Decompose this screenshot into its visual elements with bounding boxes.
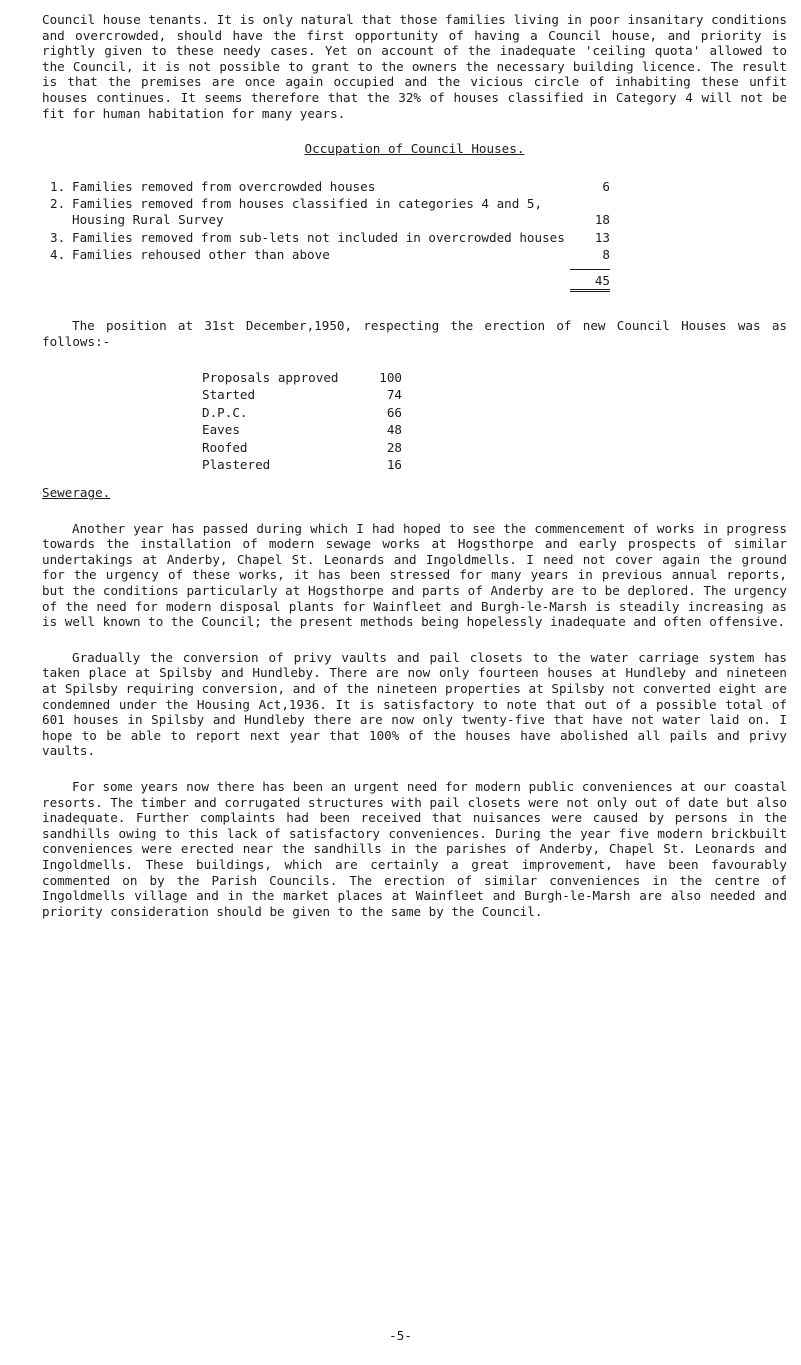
list-item-count: 13 — [594, 229, 610, 245]
stat-row — [202, 440, 402, 456]
page-number: -5- — [389, 1328, 412, 1343]
list-item-count: 8 — [602, 247, 610, 263]
list-item-number: 2. — [50, 196, 66, 212]
stat-value: 74 — [386, 387, 402, 403]
list-item — [50, 230, 610, 246]
list-item-text: Families removed from overcrowded houses — [72, 178, 376, 194]
list-item-number: 1. — [50, 178, 66, 194]
occupation-total-row — [42, 269, 610, 293]
sewerage-paragraph: For some years now there has been an urgent need for modern public conveniences at our coastal resorts. The timber and corrugated structures with pail closets were not only out of date but also inadequate. Further complaints had been received that nuisances were caused by persons in the sandhills owing to this lack of satisfactory conveniences. During the year five modern brickbuilt conveniences were erected near the sandhills in the parishes of Anderby, Chapel St. Leonards and Ingoldmells. These buildings, which are certainly a great improvement, have been favourably commented on by the Parish Councils. The erection of similar conveniences in the centre of Ingoldmells village and in the market places at Wainfleet and Burgh-le-Marsh are also needed and priority consideration should be given to the same by the Council. — [42, 778, 787, 919]
stat-value: 28 — [386, 439, 402, 455]
stat-row — [202, 370, 402, 386]
sewerage-heading: Sewerage. — [42, 485, 111, 501]
list-item-number: 3. — [50, 229, 66, 245]
sewerage-paragraph: Gradually the conversion of privy vaults and pail closets to the water carriage system has taken place at Spilsby and Hundleby. There are now only fourteen houses at Hundleby and nineteen at Spilsby requiring conversion, and of the nineteen properties at Spilsby not converted eight are condemned under the Housing Act,1936. It is satisfactory to note that out of a possible total of 601 houses in Spilsby and Hundleby there are now only twenty-five that have not water laid on. I hope to be able to report next year that 100% of the houses have abolished all pails and privy vaults. — [42, 649, 787, 759]
occupation-total: 45 — [570, 269, 610, 293]
list-item-number: 4. — [50, 247, 66, 263]
list-item-count: 18 — [594, 211, 610, 227]
list-item-count: 6 — [602, 178, 610, 194]
stat-label: Roofed — [202, 439, 248, 455]
council-houses-stats — [202, 370, 402, 474]
intro-paragraph: Council house tenants. It is only natural that those families living in poor insanitary conditions and overcrowded, should have the first opportunity of having a Council house, and priority is rightly given to these needy cases. Yet on account of the inadequate 'ceiling quota' allowed to the Council, it is not possible to grant to the owners the necessary building licence. The result is that the premises are once again occupied and the vicious circle of inhabiting these unfit houses continues. It seems therefore that the 32% of houses classified in Category 4 will not be fit for human habitation for many years. — [42, 12, 787, 121]
stat-row — [202, 405, 402, 421]
occupation-heading: Occupation of Council Houses. — [304, 141, 525, 157]
occupation-list — [42, 179, 610, 263]
list-item — [50, 247, 610, 263]
stat-row — [202, 422, 402, 438]
stat-value: 48 — [386, 422, 402, 438]
list-item — [50, 196, 610, 227]
stat-label: D.P.C. — [202, 404, 248, 420]
stat-value: 16 — [386, 457, 402, 473]
stat-row — [202, 387, 402, 403]
stat-row — [202, 457, 402, 473]
position-paragraph: The position at 31st December,1950, respecting the erection of new Council Houses was as follows:- — [42, 318, 787, 349]
list-item-text: Families rehoused other than above — [72, 247, 330, 263]
stat-label: Plastered — [202, 457, 271, 473]
list-item-text: Families removed from houses classified in categories 4 and 5, Housing Rural Survey — [72, 196, 543, 227]
stat-label: Eaves — [202, 422, 240, 438]
list-item — [50, 179, 610, 195]
stat-value: 66 — [386, 404, 402, 420]
list-item-text: Families removed from sub-lets not included in overcrowded houses — [72, 229, 565, 245]
sewerage-paragraph: Another year has passed during which I had hoped to see the commencement of works in progress towards the installation of modern sewage works at Hogsthorpe and early prospects of similar undertakings at Anderby, Chapel St. Leonards and Ingoldmells. I need not cover again the ground for the urgency of these works, it has been stressed for many years in previous annual reports, but the conditions particularly at Hogsthorpe and parts of Anderby are to be deplored. The urgency of the need for modern disposal plants for Wainfleet and Burgh-le-Marsh is steadily increasing as is well known to the Council; the present methods being hopelessly inadequate and often offensive. — [42, 520, 787, 630]
stat-value: 100 — [379, 369, 402, 385]
stat-label: Started — [202, 387, 256, 403]
stat-label: Proposals approved — [202, 369, 339, 385]
